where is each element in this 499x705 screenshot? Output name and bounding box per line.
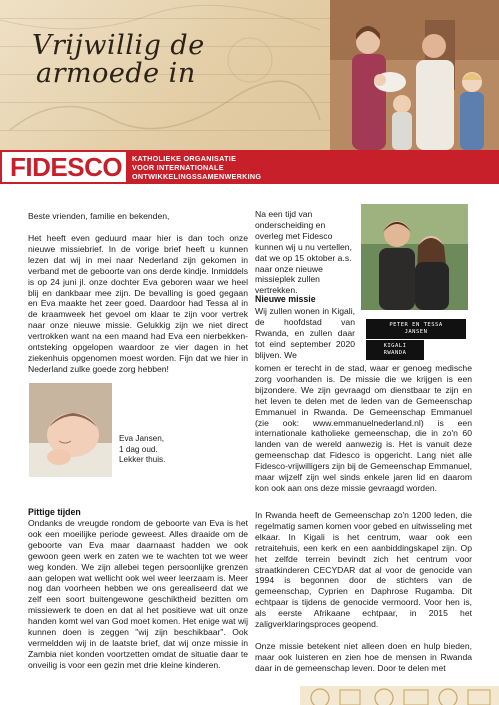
pittige-paragraph xyxy=(28,518,248,682)
title-line-1: Vrijwillig de xyxy=(32,30,205,61)
family-photo xyxy=(330,0,499,150)
name-tag-couple xyxy=(366,319,466,339)
stamp-decoration xyxy=(300,686,499,705)
caption-line: 1 dag oud. xyxy=(119,444,158,454)
title-line-2: armoede in xyxy=(36,58,196,89)
paragraph: komen er terecht in de stad, waar er genoeg medische zorg voorhanden is. De missie die we krijgen is een bijzondere. We zijn gevraagd om dienstbaar te zijn en het leven te delen met de leden van de Gemeenschap Emmanuel in Rwanda. De Gemeenschap Emmanuel (zie ook: www.emmanuelnederland.nl) is een internationale katholieke gemeenschap, die in zo'n 60 landen van de wereld aanwezig is. Het is vanuit deze gemeenschap dat Fidesco is opgericht. Lang niet alle Fidesco-vrijwilligers zijn bij de Gemeenschap Emmanuel, maar wijzelf zijn wel sinds enkele jaren lid en daarom kon ook aan ons deze missie gevraagd worden. xyxy=(255,363,472,493)
section-heading: Nieuwe missie xyxy=(255,294,316,304)
tagline-line: VOOR INTERNATIONALE xyxy=(132,163,224,172)
tag-line: RWANDA xyxy=(383,350,407,356)
mission-intro xyxy=(255,209,355,307)
page-title xyxy=(32,32,312,88)
paragraph: Ondanks de vreugde rondom de geboorte van Eva is het ook een moeilijke periode geweest. Alles draaide om de geboorte van Eva maar daarnaast hadden we ook gewoon geen werk en zaten we te wachten tot we weer weg konden. We zijn allebei tegen persoonlijke grenzen aan gelopen wat wellicht ook wel weer leerzaam is. Meer nog dan voorheen hebben we ons gerealiseerd dat we zelf een soort buitengewone geschiktheid bezitten om missiewerk te doen en dat al het positieve wat uit onze handen komt wel van God moet komen. Het enige wat wij kunnen doen is zeggen "wij zijn beschikbaar". Ook vermeldden wij in de laatste brief, dat wij onze missie in Zambia niet konden voortzetten omdat de situatie daar te onveilig is voor een gezin met drie kleine kinderen. xyxy=(28,518,248,670)
section-heading: Pittige tijden xyxy=(28,507,81,517)
nieuwe-lead xyxy=(255,306,355,371)
caption-line: Eva Jansen, xyxy=(119,434,165,443)
paragraph: Na een tijd van onderscheiding en overleg met Fidesco kunnen wij u nu vertellen, dat we op 15 oktober a.s. naar onze nieuwe missieplek zullen vertrekken. xyxy=(255,209,352,296)
photo-caption xyxy=(119,434,239,466)
paragraph: Het heeft even geduurd maar hier is dan toch onze nieuwe missiebrief. In de vorige brief heeft u kunnen lezen dat wij in mei naar Nederland zijn gekomen in verband met de geboorte van ons derde kindje. Inmiddels is op 24 juni jl. onze dochter Eva geboren waar we heel blij en dankbaar mee zijn. De bevalling is goed gegaan en Eva maakte het zeer goed. Daardoor had Tessa al in de kraamweek het gevoel om klaar te zijn voor vertrek naar onze nieuwe missie. Gelukkig zijn we niet direct vertrokken want na een maand had Eva een nierbekken-ontsteking opgelopen waardoor ze vier dagen in het ziekenhuis opgenomen moest worden. Fijn dat we hier in Nederland zulke goede zorg hebben! xyxy=(28,233,248,374)
tagline-line: KATHOLIEKE ORGANISATIE xyxy=(132,154,237,163)
couple-photo xyxy=(361,204,468,310)
tagline-line: ONTWIKKELINGSSAMENWERKING xyxy=(132,172,262,181)
paragraph: In Rwanda heeft de Gemeenschap zo'n 1200 leden, die regelmatig samen komen voor gebed en uitwisseling met elkaar. In Kigali is het centrum, waar ook een retraitehuis, een kerk en een aanbiddingskapel zijn. Op het zelfde terrein bevindt zich het centrum voor straatkinderen CECYDAR dat al voor de genocide van 1994 is begonnen door de stichters van de gemeenschap, Cyprien en Daphrose Rugamba. Dit echtpaar is tijdens de genocide vermoord. Voor hen is, als eerste Afrikaane echtpaar, in 2015 het zaligverklaringsproces geopend. xyxy=(255,510,472,630)
fidesco-logo: FIDESCO xyxy=(10,152,123,182)
caption-line: Lekker thuis. xyxy=(119,455,166,464)
nieuwe-paragraph xyxy=(255,363,472,505)
intro-paragraph xyxy=(28,233,248,386)
paragraph: Onze missie betekent niet alleen doen en hulp bieden, maar ook luisteren en zien hoe de mensen in Rwanda daar in de gemeenschap leven. Door te delen met xyxy=(255,640,472,673)
tag-line: KIGALI xyxy=(383,343,407,349)
name-tag-location xyxy=(366,340,424,360)
baby-photo xyxy=(29,383,112,477)
tag-line: JANSEN xyxy=(404,329,428,335)
rwanda-paragraphs xyxy=(255,510,472,684)
greeting: Beste vrienden, familie en bekenden, xyxy=(28,211,170,221)
org-tagline xyxy=(132,154,312,181)
paragraph: Wij zullen wonen in Kigali, de hoofdstad van Rwanda, en zullen daar tot eind september 2020 blijven. We xyxy=(255,306,355,360)
tag-line: PETER EN TESSA xyxy=(389,322,443,328)
